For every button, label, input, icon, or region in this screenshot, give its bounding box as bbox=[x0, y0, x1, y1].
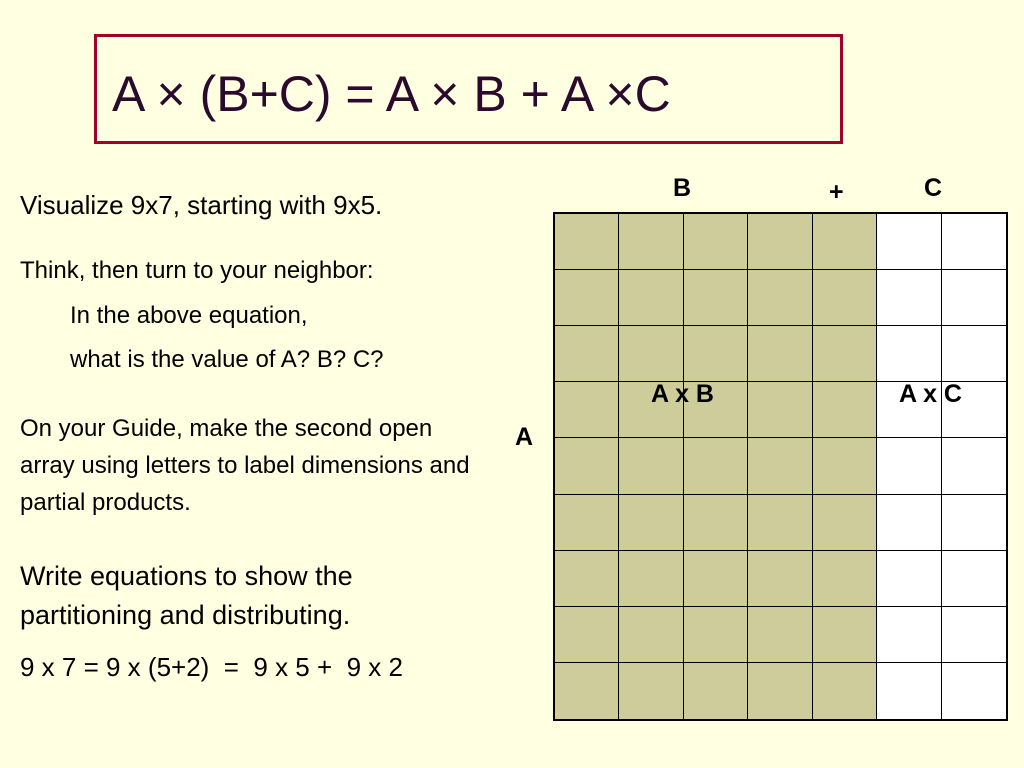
array-cell-b bbox=[555, 382, 619, 438]
array-cell-b bbox=[555, 270, 619, 326]
array-cell-c bbox=[942, 438, 1006, 494]
array-cell-b bbox=[748, 214, 812, 270]
page-title: A × (B+C) = A × B + A ×C bbox=[112, 66, 671, 122]
array-cell-b bbox=[748, 663, 812, 719]
array-cell-b bbox=[813, 438, 877, 494]
guide-text: On your Guide, make the second open array using letters to label dimensions and partial products. bbox=[20, 415, 470, 516]
array-cell-c bbox=[942, 326, 1006, 382]
label-a-times-b: A x B bbox=[651, 380, 714, 408]
array-cell-b bbox=[684, 326, 748, 382]
array-cell-c bbox=[877, 438, 941, 494]
array-cell-b bbox=[555, 551, 619, 607]
above-equation-text: In the above equation, bbox=[70, 302, 308, 329]
array-cell-c bbox=[942, 551, 1006, 607]
array-cell-c bbox=[942, 270, 1006, 326]
array-cell-b bbox=[748, 607, 812, 663]
array-cell-b bbox=[684, 607, 748, 663]
label-a-times-c: A x C bbox=[899, 380, 962, 408]
array-cell-b bbox=[813, 326, 877, 382]
array-cell-b bbox=[813, 495, 877, 551]
equation-text: 9 x 7 = 9 x (5+2) = 9 x 5 + 9 x 2 bbox=[20, 652, 403, 682]
array-cell-b bbox=[684, 214, 748, 270]
label-a: A bbox=[515, 423, 534, 451]
visualize-text: Visualize 9x7, starting with 9x5. bbox=[20, 190, 383, 220]
array-cell-c bbox=[877, 607, 941, 663]
array-cell-b bbox=[684, 551, 748, 607]
array-cell-b bbox=[619, 214, 683, 270]
array-cell-b bbox=[619, 326, 683, 382]
array-cell-b bbox=[813, 663, 877, 719]
array-cell-b bbox=[619, 551, 683, 607]
array-cell-b bbox=[684, 495, 748, 551]
question-text: what is the value of A? B? C? bbox=[70, 346, 384, 373]
array-cell-c bbox=[877, 663, 941, 719]
array-cell-b bbox=[813, 382, 877, 438]
label-plus: + bbox=[829, 178, 844, 206]
array-cell-b bbox=[748, 438, 812, 494]
array-cell-b bbox=[619, 270, 683, 326]
open-array-grid bbox=[553, 212, 1008, 721]
array-cell-c bbox=[877, 495, 941, 551]
array-cell-b bbox=[555, 663, 619, 719]
array-cell-b bbox=[619, 495, 683, 551]
array-cell-b bbox=[684, 438, 748, 494]
array-cell-b bbox=[748, 495, 812, 551]
array-cell-c bbox=[942, 495, 1006, 551]
array-cell-b bbox=[813, 607, 877, 663]
array-cell-b bbox=[619, 663, 683, 719]
label-c: C bbox=[924, 174, 943, 202]
array-cell-b bbox=[813, 551, 877, 607]
array-cell-b bbox=[684, 270, 748, 326]
array-cell-b bbox=[555, 495, 619, 551]
array-cell-c bbox=[942, 663, 1006, 719]
array-cell-c bbox=[877, 214, 941, 270]
array-cell-b bbox=[555, 326, 619, 382]
array-cell-b bbox=[555, 607, 619, 663]
array-cell-b bbox=[813, 270, 877, 326]
array-cell-c bbox=[877, 270, 941, 326]
array-cell-b bbox=[555, 438, 619, 494]
label-b: B bbox=[673, 174, 692, 202]
array-cell-c bbox=[942, 214, 1006, 270]
array-cell-b bbox=[619, 607, 683, 663]
array-cell-b bbox=[555, 214, 619, 270]
array-cell-b bbox=[748, 270, 812, 326]
array-cell-c bbox=[877, 551, 941, 607]
array-cell-b bbox=[813, 214, 877, 270]
array-cell-b bbox=[684, 663, 748, 719]
think-text: Think, then turn to your neighbor: bbox=[20, 257, 374, 284]
array-cell-b bbox=[619, 438, 683, 494]
array-cell-b bbox=[748, 382, 812, 438]
array-cell-b bbox=[748, 551, 812, 607]
write-equations-text: Write equations to show the partitioning and distributing. bbox=[20, 561, 353, 630]
array-cell-c bbox=[942, 607, 1006, 663]
array-cell-b bbox=[748, 326, 812, 382]
array-cell-c bbox=[877, 326, 941, 382]
